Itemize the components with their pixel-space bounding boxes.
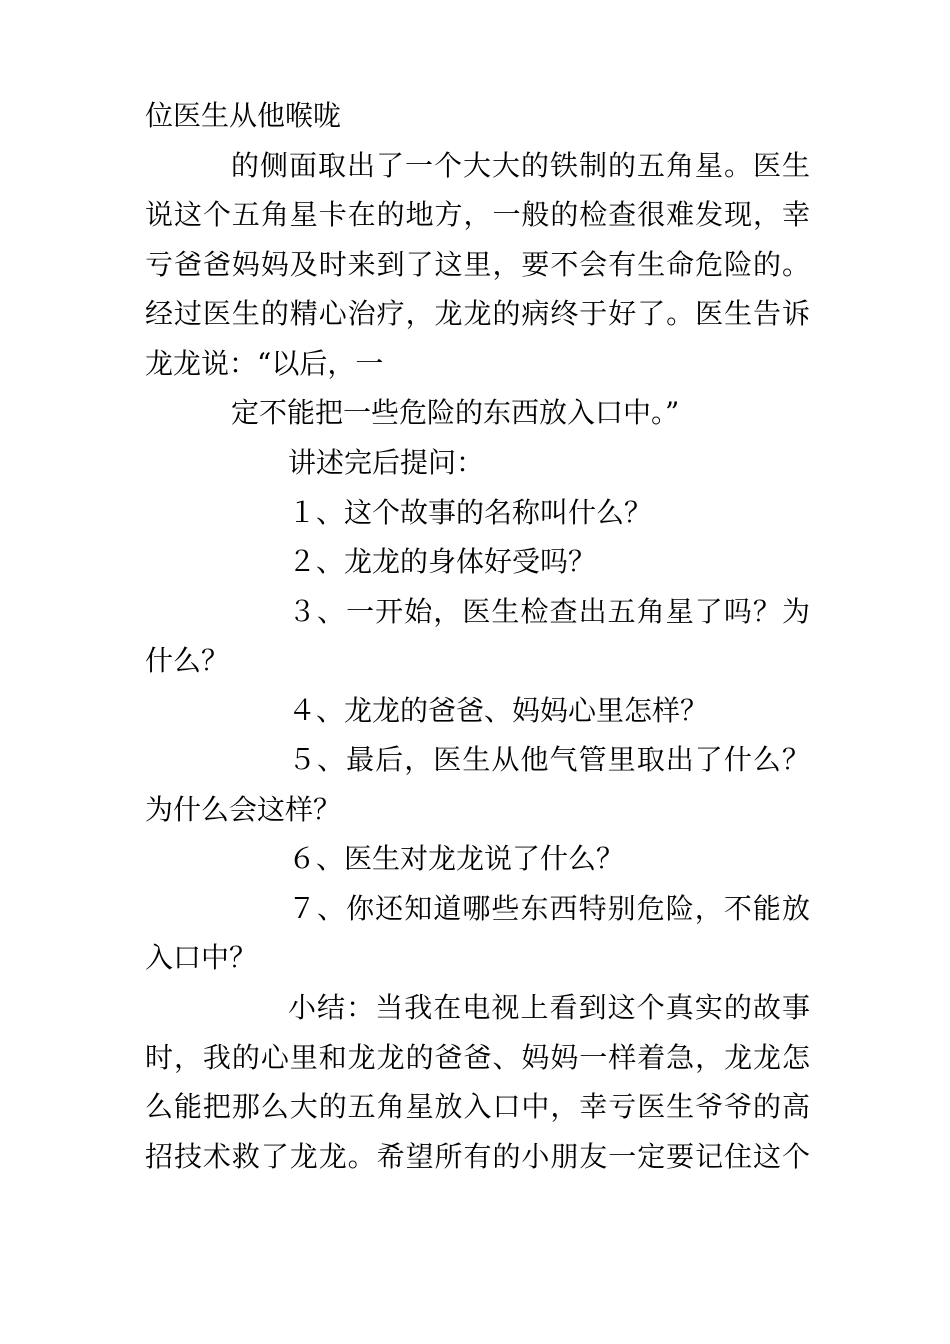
text-line: 入口中？ <box>145 941 258 974</box>
question-item: ２、龙龙的身体好受吗？ <box>288 545 597 578</box>
text-line: 的侧面取出了一个大大的铁制的五角星。医生 <box>231 149 810 182</box>
question-item: ４、龙龙的爸爸、妈妈心里怎样？ <box>288 694 709 727</box>
text-line: 为什么会这样？ <box>145 793 342 826</box>
question-item: ７、你还知道哪些东西特别危险，不能放 <box>288 892 810 925</box>
text-line: 说这个五角星卡在的地方，一般的检查很难发现，幸 <box>145 198 810 231</box>
text-line: 招技术救了龙龙。希望所有的小朋友一定要记住这个 <box>145 1140 810 1173</box>
question-item: １、这个故事的名称叫什么？ <box>288 496 653 529</box>
question-item: ６、医生对龙龙说了什么？ <box>288 842 625 875</box>
text-line: 什么？ <box>145 644 230 677</box>
question-item: ５、最后，医生从他气管里取出了什么？ <box>288 743 810 776</box>
summary-line: 小结：当我在电视上看到这个真实的故事 <box>288 991 810 1024</box>
text-line: 龙龙说：“以后，一 <box>145 347 384 380</box>
text-line: 经过医生的精心治疗，龙龙的病终于好了。医生告诉 <box>145 297 810 330</box>
question-item: ３、一开始，医生检查出五角星了吗？为 <box>288 595 810 628</box>
text-line: 位医生从他喉咙 <box>145 99 342 132</box>
text-line: 亏爸爸妈妈及时来到了这里，要不会有生命危险的。 <box>145 248 810 281</box>
text-line: 时，我的心里和龙龙的爸爸、妈妈一样着急，龙龙怎 <box>145 1041 810 1074</box>
text-line: 讲述完后提问： <box>288 446 485 479</box>
text-line: 定不能把一些危险的东西放入口中。” <box>231 396 680 429</box>
text-line: 么能把那么大的五角星放入口中，幸亏医生爷爷的高 <box>145 1090 810 1123</box>
